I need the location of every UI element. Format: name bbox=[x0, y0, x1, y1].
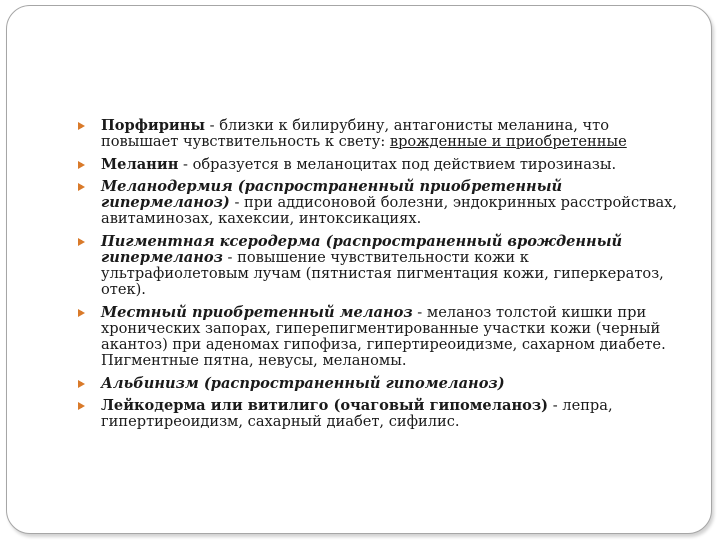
arrow-bullet-icon bbox=[78, 402, 85, 410]
item-text: - меланоз толстой кишки при хронических запорах, гиперепигментированные участки кожи (черный акантоз) при аденомах гипофиза, гипертиреоидизме, сахарном диабете. Пигментные пятна, невусы, меланомы. bbox=[101, 303, 666, 370]
list-item-albinism bbox=[78, 376, 678, 392]
term-label: Меланин bbox=[101, 155, 179, 173]
item-text: - лепра, гипертиреоидизм, сахарный диабет, сифилис. bbox=[101, 397, 613, 431]
term-label: Порфирины bbox=[101, 117, 206, 134]
term-label: Альбинизм (распространенный гипомеланоз) bbox=[101, 374, 505, 392]
item-text: - близки к билирубину, антагонисты меланина, что повышает чувствительность к свету: bbox=[101, 117, 610, 151]
list-item-local-melanosis bbox=[78, 305, 678, 370]
arrow-bullet-icon bbox=[78, 238, 85, 246]
term-label: Лейкодерма или витилиго (очаговый гипомеланоз) bbox=[101, 397, 549, 415]
bullet-list bbox=[78, 118, 678, 431]
term-label: Пигментная ксеродерма (распространенный врожденный гипермеланоз bbox=[101, 232, 623, 266]
term-label: Меланодермия (распространенный приобретенный гипермеланоз) bbox=[101, 177, 563, 212]
item-text: - образуется в меланоцитах под действием тирозиназы. bbox=[178, 155, 617, 173]
slide-content bbox=[78, 118, 678, 437]
arrow-bullet-icon bbox=[78, 309, 85, 317]
arrow-bullet-icon bbox=[78, 161, 85, 169]
underlined-text: врожденные и приобретенные bbox=[389, 133, 627, 151]
list-item-melanin bbox=[78, 157, 678, 173]
list-item-xeroderma bbox=[78, 234, 678, 299]
item-text: - при аддисоновой болезни, эндокринных расстройствах, авитаминозах, кахексии, интоксикациях. bbox=[101, 194, 678, 228]
list-item-leukoderma bbox=[78, 398, 678, 430]
list-item-melanodermia bbox=[78, 179, 678, 228]
item-text: - повышение чувствительности кожи к ультрафиолетовым лучам (пятнистая пигментация кожи, гиперкератоз, отек). bbox=[101, 248, 664, 299]
arrow-bullet-icon bbox=[78, 122, 85, 130]
term-label: Местный приобретенный меланоз bbox=[101, 303, 413, 321]
arrow-bullet-icon bbox=[78, 183, 85, 191]
list-item-porphyrins bbox=[78, 118, 678, 150]
arrow-bullet-icon bbox=[78, 380, 85, 388]
